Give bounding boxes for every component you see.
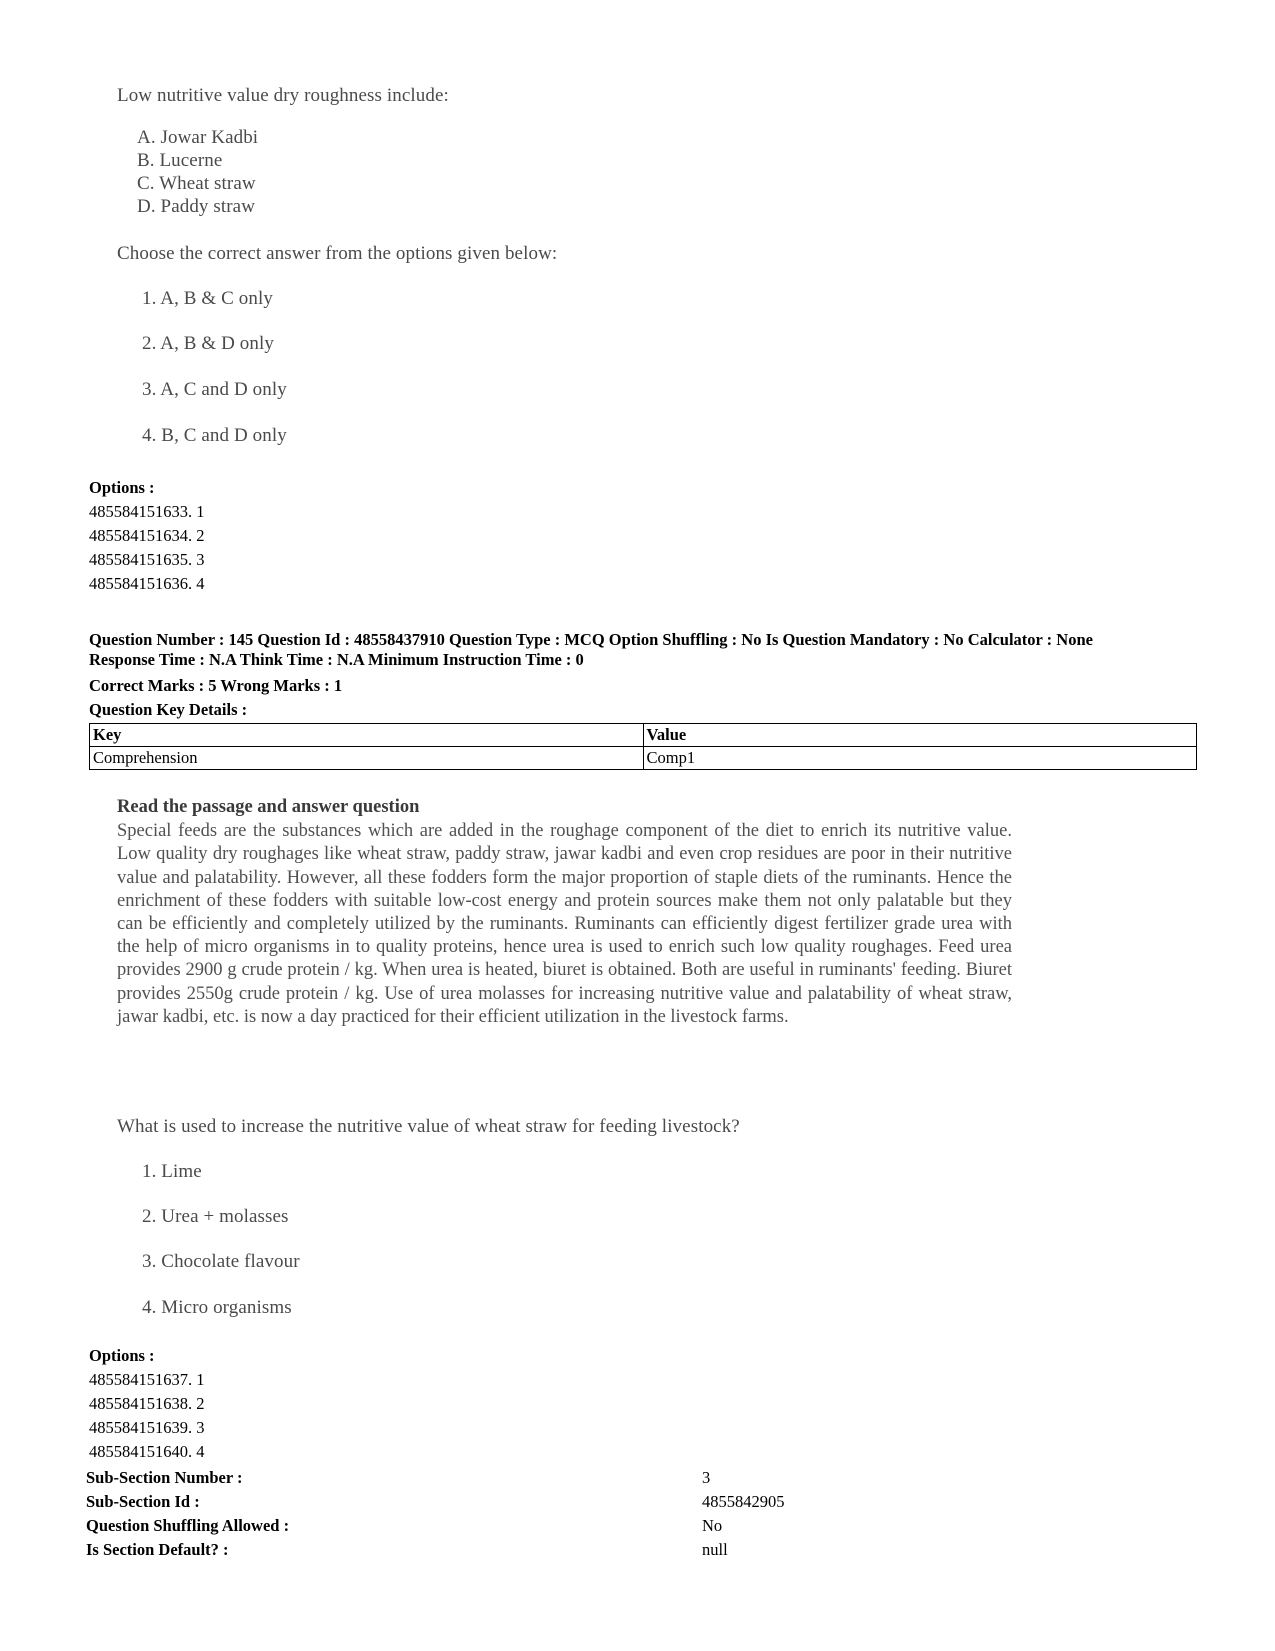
question-shuffling-value: No: [702, 1516, 723, 1535]
table-row: [90, 747, 1197, 770]
section-default-label: Is Section Default? :: [86, 1540, 229, 1559]
option-item: 485584151638. 2: [89, 1394, 205, 1413]
q145-meta: [89, 630, 1209, 670]
table-cell: Comp1: [643, 747, 1197, 770]
q145-choice: 3. Chocolate flavour: [142, 1251, 300, 1272]
table-header-row: [90, 724, 1197, 747]
q145-options: [89, 1344, 205, 1464]
question-shuffling-label: Question Shuffling Allowed :: [86, 1516, 290, 1535]
sub-section-number-value: 3: [702, 1468, 711, 1487]
q145-key-details-label: Question Key Details :: [89, 700, 248, 719]
question-key-table: [89, 723, 1197, 770]
passage-text: Special feeds are the substances which are added in the roughage component of the diet to enrich its nutritive value. Low quality dry roughages like wheat straw, paddy straw, jawar kadbi and even crop residues are poor in their nutritive value and palatability. However, all these fodders form the major proportion of staple diets of the ruminants. Hence the enrichment of these fodders with suitable low-cost energy and protein sources make them not only palatable but they can be efficiently and completely utilized by the ruminants. Ruminants can efficiently digest fertilizer grade urea with the help of micro organisms in to quality proteins, hence urea is used to enrich such low quality roughages. Feed urea provides 2900 g crude protein / kg. When urea is heated, biuret is obtained. Both are useful in ruminants' feeding. Biuret provides 2550g crude protein / kg. Use of urea molasses for increasing nutritive value and palatability of wheat straw, jawar kadbi, etc. is now a day practiced for their efficient utilization in the livestock farms.: [117, 821, 1012, 1027]
q144-choice: 1. A, B & C only: [142, 288, 273, 309]
q144-stem: Low nutritive value dry roughness include:: [117, 85, 449, 106]
passage-heading: Read the passage and answer question: [117, 797, 420, 817]
options-label: Options :: [89, 478, 155, 497]
q144-statement: C. Wheat straw: [137, 173, 256, 194]
option-item: 485584151636. 4: [89, 574, 205, 593]
q145-choice: 2. Urea + molasses: [142, 1206, 289, 1227]
q144-options: [89, 476, 205, 596]
option-item: 485584151640. 4: [89, 1442, 205, 1461]
q145-marks: Correct Marks : 5 Wrong Marks : 1: [89, 676, 343, 695]
option-item: 485584151639. 3: [89, 1418, 205, 1437]
q144-statement: A. Jowar Kadbi: [137, 127, 259, 148]
q144-statement: B. Lucerne: [137, 150, 223, 171]
sub-section-details: [0, 1466, 1275, 1566]
comprehension-passage: [117, 796, 1012, 1029]
q144-statement: D. Paddy straw: [137, 196, 256, 217]
option-item: 485584151634. 2: [89, 526, 205, 545]
q144-statement-list: [137, 126, 258, 218]
table-cell: Comprehension: [90, 747, 644, 770]
options-label: Options :: [89, 1346, 155, 1365]
q145-meta-line: Question Number : 145 Question Id : 48558437910 Question Type : MCQ Option Shuffling : No Is Question Mandatory : No Calculator : None: [89, 630, 1093, 649]
sub-section-number-label: Sub-Section Number :: [86, 1468, 243, 1487]
sub-section-id-label: Sub-Section Id :: [86, 1492, 200, 1511]
q145-choice: 1. Lime: [142, 1161, 202, 1182]
q145-choice: 4. Micro organisms: [142, 1297, 292, 1318]
section-default-value: null: [702, 1540, 728, 1559]
q144-instruction: Choose the correct answer from the options given below:: [117, 243, 558, 264]
table-header-cell: Value: [643, 724, 1197, 747]
table-header-cell: Key: [90, 724, 644, 747]
sub-section-id-value: 4855842905: [702, 1492, 785, 1511]
q144-choice: 2. A, B & D only: [142, 333, 274, 354]
option-item: 485584151637. 1: [89, 1370, 205, 1389]
q144-choice: 3. A, C and D only: [142, 379, 287, 400]
option-item: 485584151635. 3: [89, 550, 205, 569]
q145-stem: What is used to increase the nutritive value of wheat straw for feeding livestock?: [117, 1116, 740, 1137]
q144-choice: 4. B, C and D only: [142, 425, 287, 446]
option-item: 485584151633. 1: [89, 502, 205, 521]
q145-meta-line: Response Time : N.A Think Time : N.A Minimum Instruction Time : 0: [89, 650, 584, 669]
